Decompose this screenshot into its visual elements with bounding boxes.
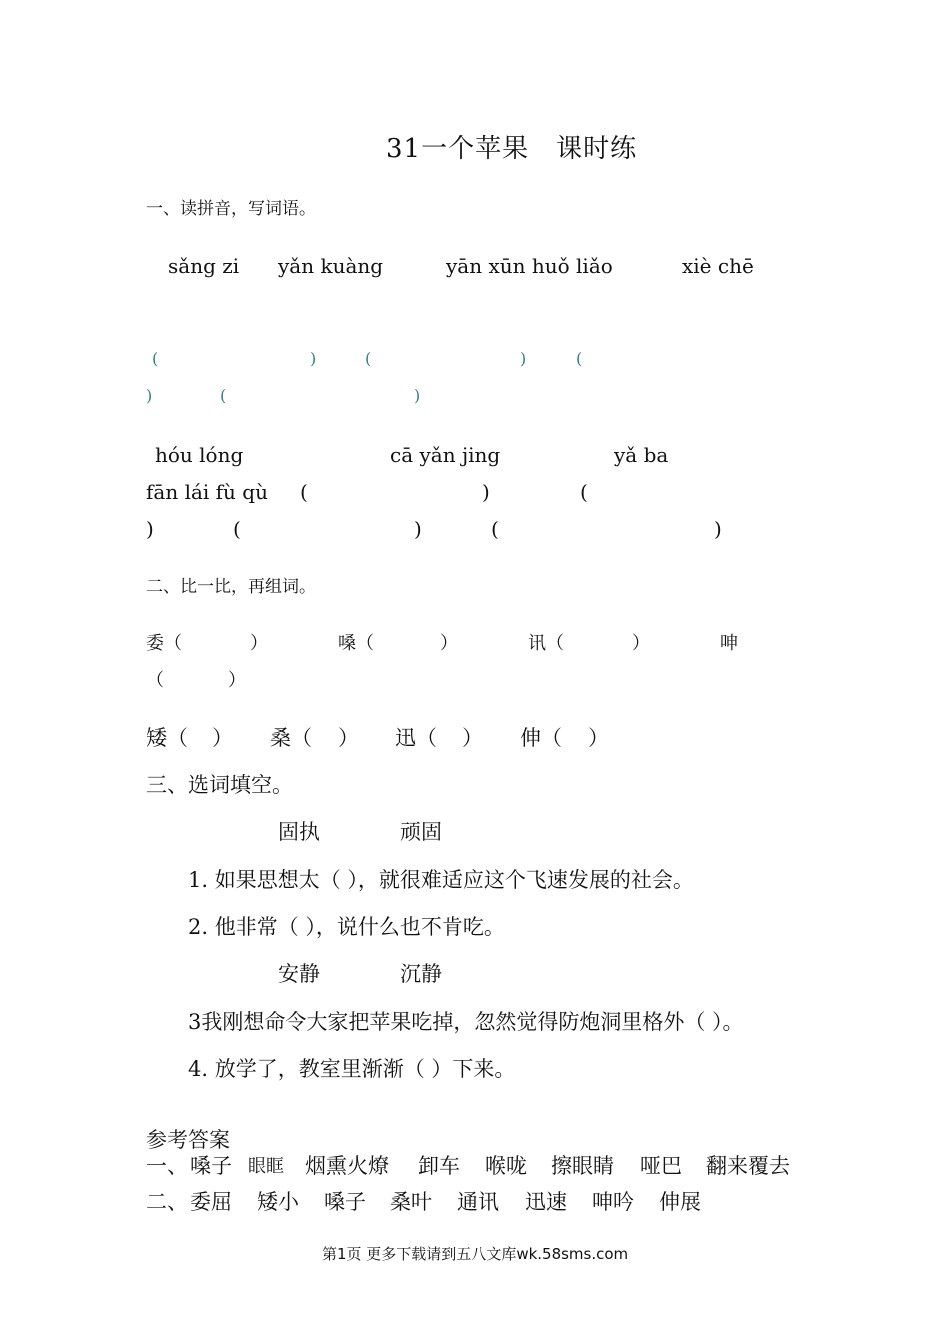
compare-char-4: 呻 bbox=[720, 633, 738, 654]
question-2: 2. 他非常（ ），说什么也不肯吃。 bbox=[188, 915, 505, 939]
blank-paren: ） bbox=[212, 726, 233, 750]
answer-item: 矮小 bbox=[257, 1190, 299, 1214]
answer-item: 嗓子 bbox=[324, 1190, 366, 1214]
page-title: 31一个苹果 课时练 bbox=[386, 134, 638, 164]
blank-paren: ） bbox=[250, 633, 268, 654]
blank-paren: ) bbox=[310, 349, 317, 368]
word-choice-3: 安静 bbox=[278, 962, 320, 986]
answer-item: 迅速 bbox=[525, 1190, 567, 1214]
word-choice-4: 沉静 bbox=[400, 962, 442, 986]
word-choice-2: 顽固 bbox=[400, 820, 442, 844]
section1-heading: 一、读拼音，写词语。 bbox=[146, 199, 316, 219]
answers-heading: 参考答案 bbox=[146, 1128, 230, 1152]
blank-paren: ) bbox=[482, 480, 490, 504]
answer-item: 呻吟 bbox=[592, 1190, 634, 1214]
pinyin-5: hóu lóng bbox=[155, 443, 244, 467]
blank-paren: ) bbox=[714, 517, 722, 541]
answers-line1-prefix: 一、 bbox=[146, 1154, 188, 1178]
answer-item: 烟熏火燎 bbox=[305, 1154, 389, 1178]
blank-paren: ) bbox=[520, 349, 527, 368]
blank-paren: ( bbox=[300, 480, 308, 504]
compare-char-2: 嗓（ bbox=[338, 633, 374, 654]
blank-paren: ） bbox=[588, 726, 609, 750]
answer-item: 桑叶 bbox=[390, 1190, 432, 1214]
pinyin-8: fān lái fù qù bbox=[146, 480, 268, 504]
blank-paren: ) bbox=[146, 386, 153, 405]
question-4: 4. 放学了，教室里渐渐（ ）下来。 bbox=[188, 1057, 516, 1081]
question-1: 1. 如果思想太（ ），就很难适应这个飞速发展的社会。 bbox=[188, 868, 694, 892]
answer-item: 眼眶 bbox=[248, 1156, 284, 1177]
compare-char-1: 委（ bbox=[146, 633, 182, 654]
pinyin-6: cā yǎn jing bbox=[390, 443, 501, 467]
blank-paren: ( bbox=[580, 480, 588, 504]
page-footer[interactable]: 第1页 更多下载请到五八文库wk.58sms.com bbox=[322, 1245, 629, 1263]
pinyin-4: xiè chē bbox=[682, 254, 754, 278]
blank-paren: ) bbox=[146, 517, 154, 541]
compare-char-3: 讯（ bbox=[528, 633, 564, 654]
blank-paren: ( bbox=[152, 349, 159, 368]
compare-char-6: 桑（ bbox=[270, 726, 312, 750]
answer-item: 擦眼睛 bbox=[551, 1154, 614, 1178]
blank-paren: ( bbox=[576, 349, 583, 368]
answer-item: 嗓子 bbox=[190, 1154, 232, 1178]
blank-paren: ) bbox=[414, 517, 422, 541]
compare-char-8: 伸（ bbox=[520, 726, 562, 750]
blank-paren: ( bbox=[220, 386, 227, 405]
answer-item: 通讯 bbox=[457, 1190, 499, 1214]
pinyin-7: yǎ ba bbox=[614, 443, 669, 467]
pinyin-1: sǎng zi bbox=[168, 254, 240, 278]
word-choice-1: 固执 bbox=[278, 820, 320, 844]
blank-paren: ） bbox=[462, 726, 483, 750]
answer-item: 卸车 bbox=[418, 1154, 460, 1178]
answers-line2-prefix: 二、 bbox=[146, 1190, 188, 1214]
answer-item: 翻来覆去 bbox=[706, 1154, 790, 1178]
section2-heading: 二、比一比，再组词。 bbox=[146, 577, 316, 597]
compare-char-7: 迅（ bbox=[395, 726, 437, 750]
pinyin-2: yǎn kuàng bbox=[278, 254, 384, 278]
answer-item: 喉咙 bbox=[485, 1154, 527, 1178]
blank-paren: ( bbox=[233, 517, 241, 541]
blank-paren: （ bbox=[146, 670, 164, 691]
blank-paren: ） bbox=[632, 633, 650, 654]
question-3: 3我刚想命令大家把苹果吃掉，忽然觉得防炮洞里格外（ ）。 bbox=[188, 1010, 744, 1034]
compare-char-5: 矮（ bbox=[146, 726, 188, 750]
blank-paren: ) bbox=[414, 386, 421, 405]
blank-paren: ） bbox=[440, 633, 458, 654]
answer-item: 伸展 bbox=[659, 1190, 701, 1214]
answer-item: 哑巴 bbox=[640, 1154, 682, 1178]
blank-paren: ） bbox=[338, 726, 359, 750]
blank-paren: ） bbox=[228, 670, 246, 691]
answer-item: 委屈 bbox=[190, 1190, 232, 1214]
pinyin-3: yān xūn huǒ liǎo bbox=[446, 254, 613, 278]
section3-heading: 三、选词填空。 bbox=[146, 773, 293, 797]
blank-paren: ( bbox=[365, 349, 372, 368]
blank-paren: ( bbox=[491, 517, 499, 541]
